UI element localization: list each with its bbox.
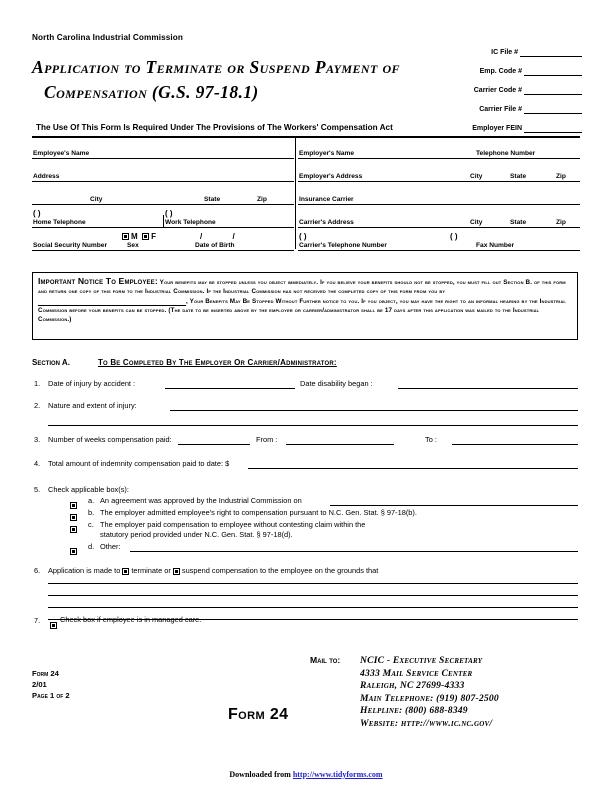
item-5d-letter: d. [88,542,95,551]
item-6-label-b: terminate or [131,566,171,575]
field-employee-city-state-zip[interactable] [32,182,294,205]
label-fax-number: Fax Number [476,242,515,249]
item-4-number: 4. [34,459,41,468]
mail-line-5: Helpline: (800) 688-8349 [360,705,468,717]
item-6-line-3[interactable] [48,606,578,608]
item-5a-letter: a. [88,496,95,505]
form-id-line-3: Page 1 of 2 [32,691,70,700]
item-5a-date-input[interactable] [330,504,578,506]
checkbox-item-5c[interactable] [70,526,77,533]
code-input-carrier-code[interactable] [524,83,582,95]
notice-part-1: Your benefits may be stopped unless you object immediately. If you believe your benefits should not be stopped, you must fill out Section B. of this form and return one copy of this form to the Industrial Commission. If the Industrial Commission has not received the completed copy of this form from you by [38,279,566,296]
code-row-carrier-code[interactable] [452,76,582,95]
label-ssn: Social Security Number [33,242,108,249]
item-2-input-line-2[interactable] [48,424,578,426]
party-info-grid [32,136,580,249]
code-fields [452,38,582,133]
item-1-date-disability-input[interactable] [398,387,578,389]
label-home-telephone: Home Telephone [33,219,86,226]
item-3-label: Number of weeks compensation paid: [48,435,172,444]
code-label-carrier-code: Carrier Code # [473,87,522,94]
mailing-address-block [360,655,499,731]
label-carrier-telephone: Carrier's Telephone Number [299,242,387,249]
code-input-carrier-file[interactable] [524,102,582,114]
checkbox-item-5d[interactable] [70,548,77,555]
form-subtitle: The Use Of This Form Is Required Under The Provisions of The Workers' Compensation Act [36,123,393,132]
item-6-text [48,566,378,575]
label-employer-name: Employer's Name [299,150,355,157]
field-employee-phones[interactable] [32,205,294,228]
mail-line-2: 4333 Mail Service Center [360,667,473,679]
section-a-heading: To Be Completed By The Employer Or Carrier/Administrator: [97,358,337,367]
form-id-line-1: Form 24 [32,669,59,678]
field-employer-address[interactable] [298,159,580,182]
form-id-line-2: 2/01 [32,680,47,689]
label-employer-state: State [510,173,527,180]
field-carrier-phones[interactable] [298,228,580,251]
title-line-1: Application to Terminate or Suspend Payment of [32,57,400,77]
sex-checkboxes[interactable] [122,232,156,241]
big-form-number: Form 24 [228,706,289,723]
mail-line-1: NCIC - Executive Secretary [360,655,483,666]
label-employee-address: Address [33,173,60,180]
form-identifier [32,668,70,701]
phone-divider [163,215,164,227]
item-5c-text: The employer paid compensation to employee without contesting claim within the [100,520,366,529]
item-6-number: 6. [34,566,41,575]
item-5-number: 5. [34,485,41,494]
field-ssn-sex-dob[interactable] [32,228,294,251]
checkbox-sex-male[interactable] [122,233,129,240]
item-7-number: 7. [34,616,41,625]
item-7-checkbox-wrap[interactable] [50,617,59,635]
label-employee-city: City [90,196,103,203]
label-employer-telephone: Telephone Number [476,150,536,157]
mail-line-4: Main Telephone: (919) 807-2500 [360,692,499,704]
notice-heading: Important Notice To Employee: [38,276,158,286]
page-title [32,55,452,105]
item-5d-text: Other: [100,542,121,551]
checkbox-managed-care[interactable] [50,622,57,629]
code-row-employer-fein[interactable] [452,114,582,133]
item-1-label: Date of injury by accident : [48,379,136,388]
label-employee-name: Employee's Name [33,150,90,157]
field-employee-name[interactable] [32,136,294,159]
carrier-phone-parens: ( ) [299,232,307,241]
item-5c-text-continued: statutory period provided under N.C. Gen. Stat. § 97-18(d). [100,530,293,539]
item-3-to-input[interactable] [452,443,578,445]
code-input-employer-fein[interactable] [524,121,582,133]
notice-part-2: , Your Benefits May Be Stopped Without Further notice to you. If you object, you may have the right to an informal hearing by the Industrial Commission before your benefits can be stopped. (The date to be inserted above by the employer or carrier/administrator shall be 17 days after this application was mailed to the Industrial Commission.) [38,297,566,324]
item-1-number: 1. [34,379,41,388]
section-a-label: Section A. [32,358,70,367]
checkbox-suspend[interactable] [173,568,180,575]
checkbox-sex-female[interactable] [142,233,149,240]
code-row-ic-file[interactable] [452,38,582,57]
mail-line-6: Website: http://www.ic.nc.gov/ [360,717,493,729]
item-3-weeks-input[interactable] [178,443,250,445]
item-2-input-line-1[interactable] [170,409,578,411]
important-notice-box [32,272,578,340]
dob-slashes: / / [200,232,249,241]
item-1-date-injury-input[interactable] [165,387,295,389]
label-employer-city: City [470,173,483,180]
item-5-label: Check applicable box(s): [48,485,129,494]
item-5b-letter: b. [88,508,95,517]
download-watermark [0,770,612,779]
item-4-label: Total amount of indemnity compensation paid to date: $ [48,459,230,468]
grid-center-divider [295,136,296,249]
label-sex: Sex [127,242,139,249]
checkbox-terminate[interactable] [122,568,129,575]
label-carrier-zip: Zip [556,219,566,226]
item-5c-checkbox-wrap[interactable] [70,521,79,539]
notice-text [33,273,577,324]
label-dob: Date of Birth [195,242,235,249]
label-employer-zip: Zip [556,173,566,180]
label-employer-address: Employer's Address [299,173,363,180]
agency-name: North Carolina Industrial Commission [32,33,183,42]
label-work-telephone: Work Telephone [165,219,216,226]
item-3-to-label: To : [425,435,437,444]
code-input-emp-code[interactable] [524,64,582,76]
mail-to-label: Mail to: [310,655,341,665]
item-5d-checkbox-wrap[interactable] [70,543,79,561]
label-carrier-city: City [470,219,483,226]
code-label-employer-fein: Employer FEIN [472,125,522,132]
item-6-label-c: suspend compensation to the employee on the grounds that [181,566,379,575]
label-sex-male: M [131,232,138,241]
code-input-ic-file[interactable] [520,45,582,57]
code-row-emp-code[interactable] [452,57,582,76]
item-6-line-1[interactable] [48,582,578,584]
code-row-carrier-file[interactable] [452,95,582,114]
notice-date-blank[interactable] [38,299,186,306]
field-insurance-carrier[interactable] [298,182,580,205]
field-employer-name[interactable] [298,136,580,159]
item-5b-text: The employer admitted employee's right to compensation pursuant to N.C. Gen. Stat. § 97-18(b). [100,508,417,517]
work-phone-parens: ( ) [165,209,173,218]
home-phone-parens: ( ) [33,209,41,218]
item-5d-other-input[interactable] [130,550,578,552]
item-2-number: 2. [34,401,41,410]
item-6-line-2[interactable] [48,594,578,596]
label-carrier-state: State [510,219,527,226]
download-prefix: Downloaded from [229,770,293,779]
employer-column [298,136,580,251]
employee-column [32,136,294,251]
mail-line-3: Raleigh, NC 27699-4333 [360,680,465,692]
tidyforms-link[interactable]: http://www.tidyforms.com [292,770,383,779]
field-carrier-address[interactable] [298,205,580,228]
label-employee-zip: Zip [257,196,267,203]
code-label-emp-code: Emp. Code # [479,68,522,75]
label-insurance-carrier: Insurance Carrier [299,196,354,203]
item-2-label: Nature and extent of injury: [48,401,137,410]
title-line-2: Compensation (G.S. 97-18.1) [44,82,259,102]
label-sex-female: F [151,232,157,241]
item-3-number: 3. [34,435,41,444]
item-5c-letter: c. [88,520,94,529]
code-label-carrier-file: Carrier File # [479,106,522,113]
item-3-from-input[interactable] [286,443,394,445]
label-employee-state: State [204,196,221,203]
item-4-amount-input[interactable] [248,467,578,469]
item-5a-text: An agreement was approved by the Industrial Commission on [100,496,302,505]
field-employee-address[interactable] [32,159,294,182]
code-label-ic-file: IC File # [491,49,518,56]
item-1-label-2: Date disability began : [300,379,373,388]
label-carrier-address: Carrier's Address [299,219,354,226]
item-3-from-label: From : [256,435,278,444]
section-a-header [32,358,337,367]
item-6-label-a: Application is made to [48,566,121,575]
fax-parens: ( ) [450,232,458,241]
item-7-label: Check box if employee is in managed care. [60,615,202,624]
